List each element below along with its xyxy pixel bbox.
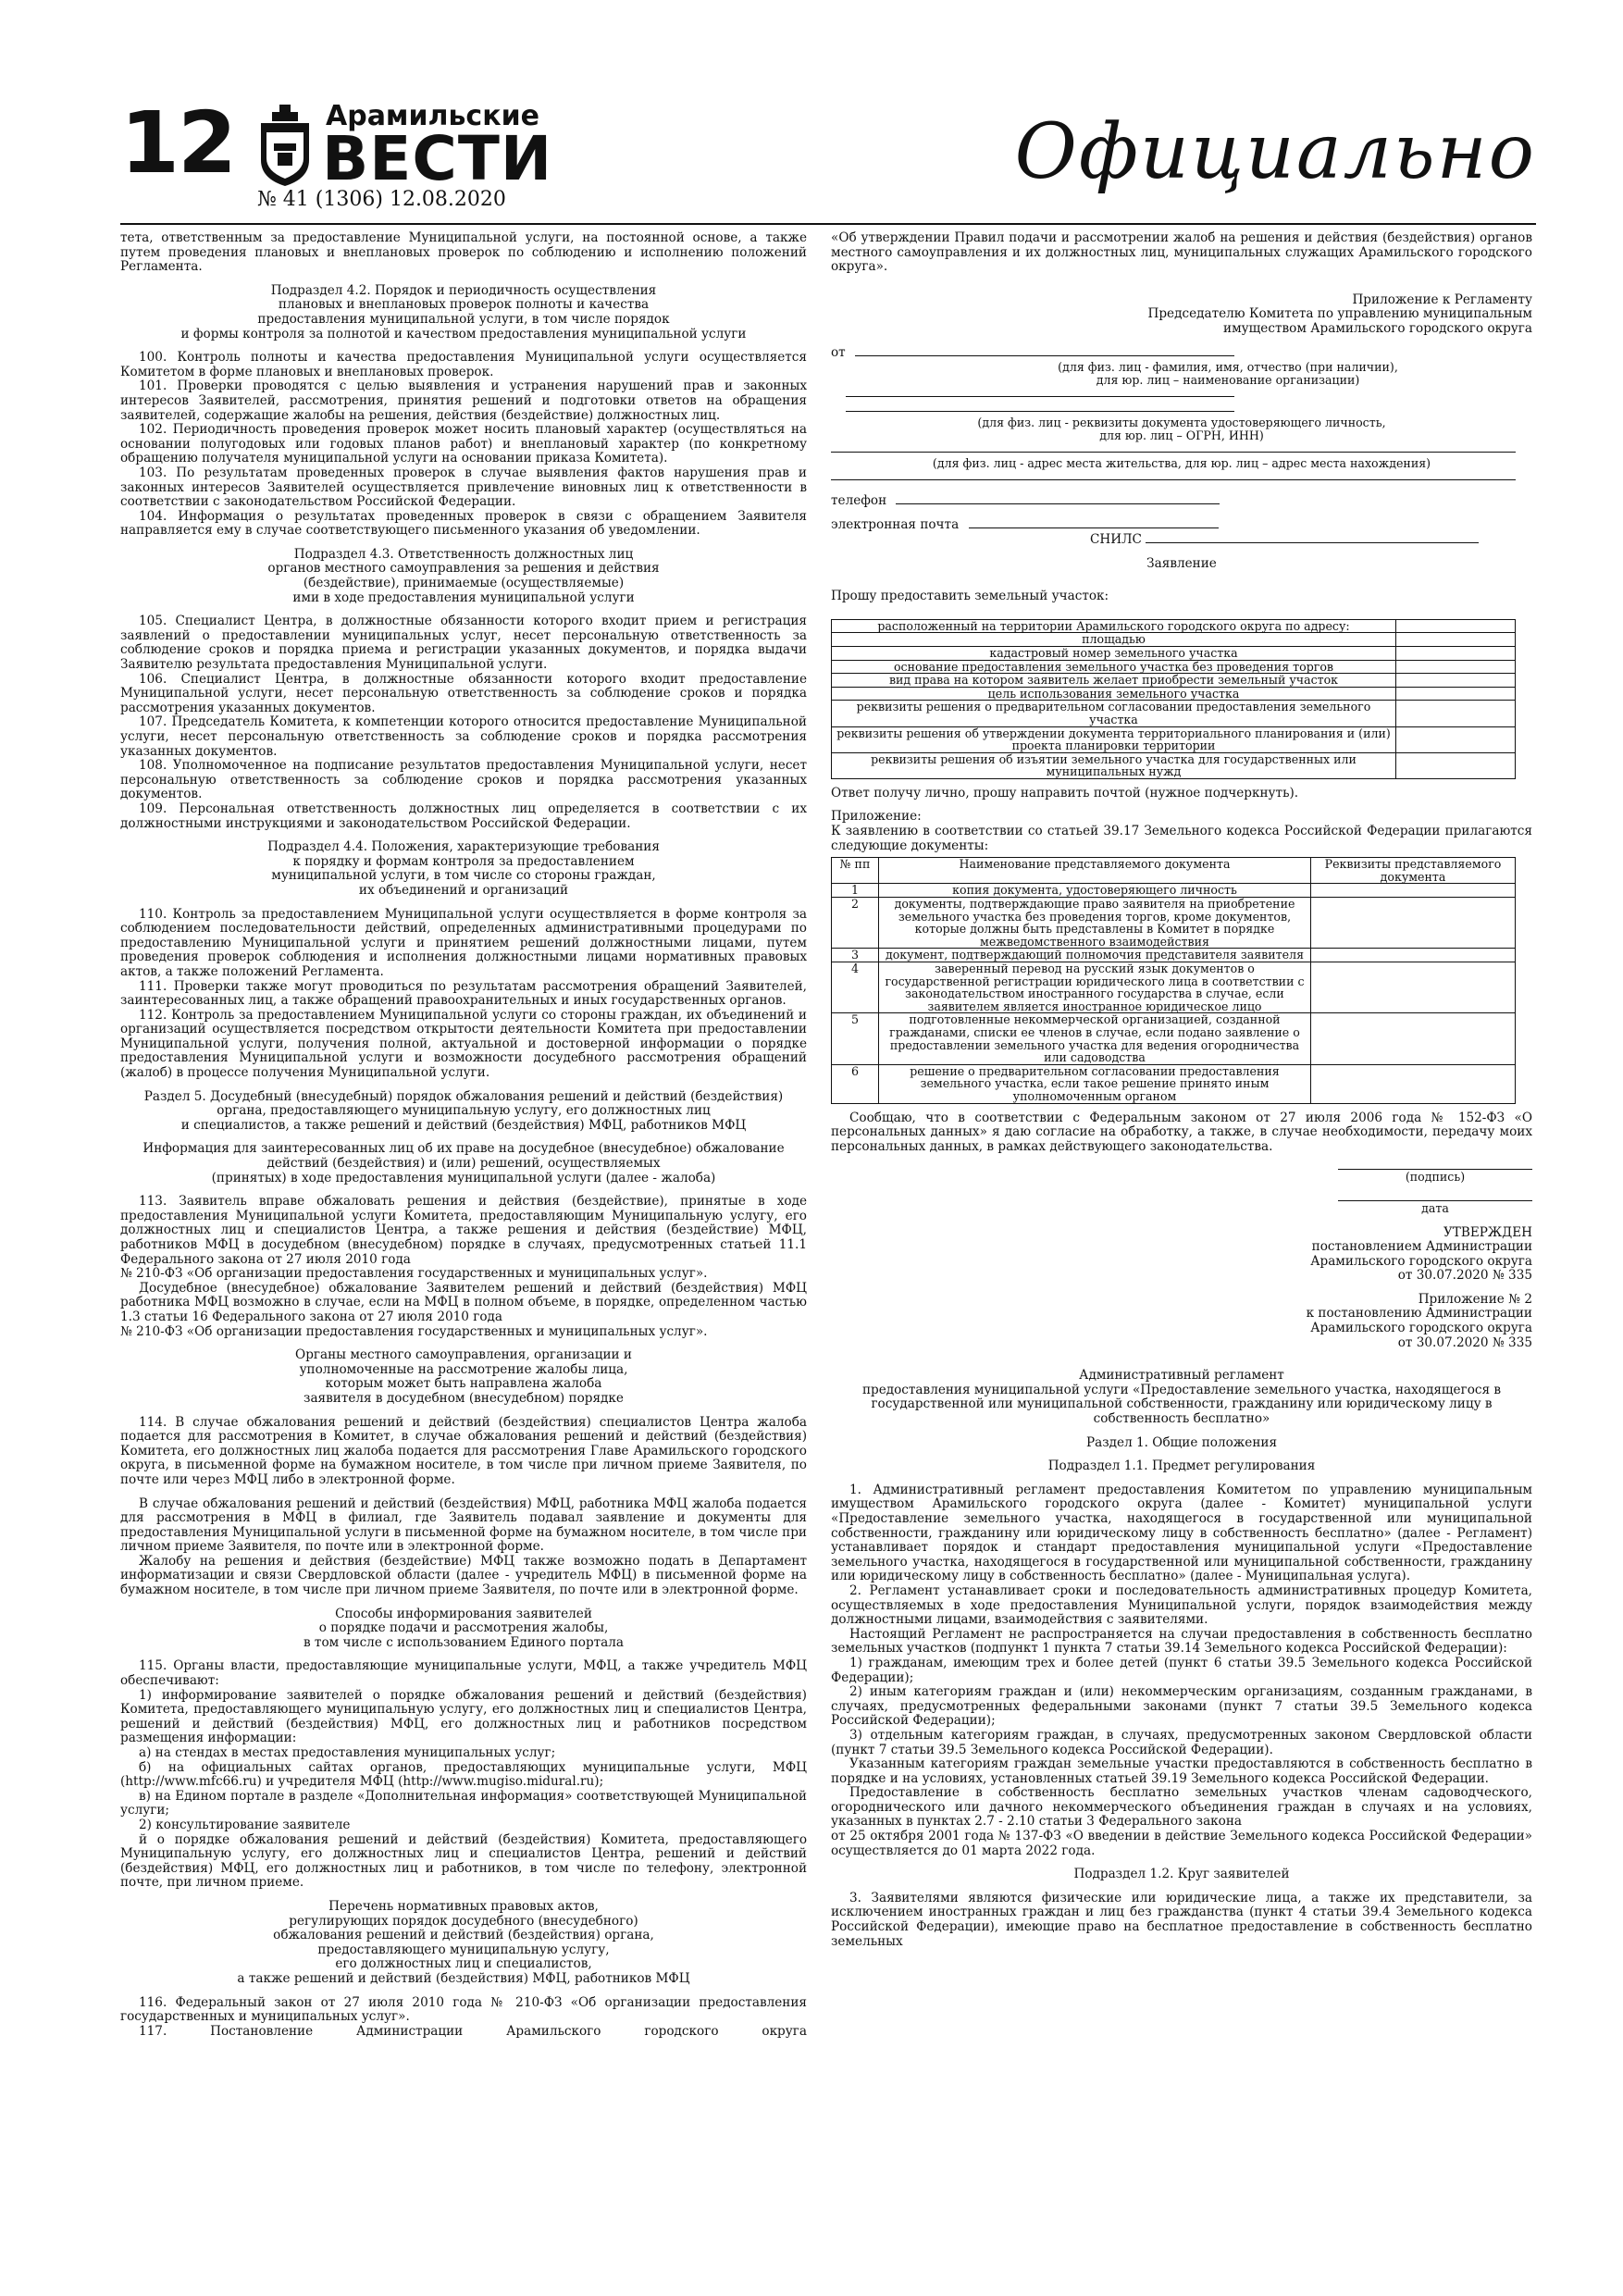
- paragraph: 101. Проверки проводятся с целью выявления и устранения нарушений прав и законных интересов Заявителей, рассмотрения, принятия решений и подготовки ответов на обращения заявителей, содержащие жалобы на решения, действия (бездействие) должностных лиц.: [120, 379, 807, 423]
- paragraph: Настоящий Регламент не распространяется на случаи предоставления в собственность бесплатно земельных участков (подпункт 1 пункта 7 статьи 39.14 Земельного кодекса Российской Федерации):: [831, 1626, 1532, 1657]
- paragraph: й о порядке обжалования решений и действий (бездействия) Комитета, предоставляющего Муниципальную услугу, его должностных лиц и специалистов Центра, решений и действий (бездействия) МФЦ, его должностных лиц и работников, в том числе по телефону, электронной почте, при личном приеме.: [120, 1831, 807, 1891]
- table-input-cell[interactable]: [1396, 619, 1516, 633]
- appendix-2-header: Приложение № 2 к постановлению Администрации Арамильского городского округа от 30.07.2020 № 335: [1306, 1291, 1532, 1350]
- paragraph: 104. Информация о результатах проведенных проверок в связи с обращением Заявителя направляется ему в случае соответствующего письменного указания об уведомлении.: [120, 508, 807, 539]
- paragraph: 100. Контроль полноты и качества предоставления Муниципальной услуги осуществляется Комитетом в форме плановых и внеплановых проверок.: [120, 350, 807, 379]
- from-label: от: [831, 344, 846, 360]
- paragraph: 113. Заявитель вправе обжаловать решения и действия (бездействие), принятые в ходе предоставления Муниципальной услуги Комитета, предоставляющим Муниципальную услугу, его должностных лиц и специалистов Центра, а также решения и действия (бездействие) МФЦ, работников МФЦ в досудебном (внесудебном) порядке в случаях, предусмотренных статьей 11.1 Федерального закона от 27 июля 2010 года № 210-ФЗ «Об организации предоставления государственных и муниципальных услуг».: [120, 1194, 807, 1282]
- table-input-cell[interactable]: [1311, 1013, 1516, 1064]
- phone-label: телефон: [831, 492, 887, 508]
- table-row: [832, 633, 1516, 647]
- table-row: [832, 687, 1516, 701]
- document-name: подготовленные некоммерческой организацией, созданной гражданами, списки ее членов в случае, если подано заявление о предоставлении земельного участка для ведения огородничества или садоводства: [879, 1013, 1311, 1064]
- row-number: 5: [832, 1013, 879, 1064]
- row-number: 1: [832, 884, 879, 898]
- left-column: [120, 231, 807, 2039]
- attachment-text: К заявлению в соответствии со статьей 39.17 Земельного кодекса Российской Федерации прилагаются следующие документы:: [831, 824, 1532, 853]
- subsection-heading: Подраздел 1.1. Предмет регулирования: [1047, 1458, 1316, 1474]
- subsection-heading: Органы местного самоуправления, организации и уполномоченные на рассмотрение жалобы лица, которым может быть направлена жалоба заявителя в досудебном (внесудебном) порядке: [295, 1347, 632, 1406]
- table-cell: площадью: [832, 633, 1396, 647]
- paragraph: 3) отдельным категориям граждан, в случаях, предусмотренных законом Свердловской области (пункт 7 статьи 39.5 Земельного кодекса Российской Федерации).: [831, 1727, 1532, 1757]
- paragraph: 1. Административный регламент предоставления Комитетом по управлению муниципальным имуществом Арамильского городского округа (далее - Комитет) муниципальной услуги «Предоставление земельного участка, находящегося в государственной или муниципальной собственности, гражданину или юридическому лицу в собственность бесплатно» (далее - Регламент) устанавливает порядок и стандарт предоставления муниципальной услуги «Предоставление земельного участка, находящегося в государственной или муниципальной собственности, гражданину или юридическому лицу в собственность бесплатно» (далее - Муниципальная услуга).: [831, 1482, 1532, 1584]
- applicant-line[interactable]: [846, 411, 1234, 412]
- document-name: решение о предварительном согласовании предоставления земельного участка, если такое решение принято иным уполномоченным органом: [879, 1064, 1311, 1103]
- field-caption: (для физ. лиц - реквизиты документа удостоверяющего личность, для юр. лиц – ОГРН, ИНН): [977, 415, 1386, 442]
- paragraph: 107. Председатель Комитета, к компетенции которого относится предоставление Муниципальной услуги, несет персональную ответственность за соблюдение сроков и порядка рассмотрения указанных документов.: [120, 714, 807, 759]
- table-input-cell[interactable]: [1311, 949, 1516, 962]
- table-input-cell[interactable]: [1396, 633, 1516, 647]
- subsection-heading: Перечень нормативных правовых актов, регулирующих порядок досудебного (внесудебного) обжалования решений и действий (бездействия) органа, предоставляющего муниципальную услугу, его должностных лиц и специалистов, а также решений и действий (бездействия) МФЦ, работников МФЦ: [237, 1898, 690, 1986]
- land-plot-table: [831, 619, 1516, 779]
- paragraph: 2) иным категориям граждан и (или) некоммерческим организациям, созданным гражданами, в случаях, предусмотренных федеральными законами (пункт 7 статьи 39.5 Земельного кодекса Российской Федерации);: [831, 1684, 1532, 1729]
- page-number: 12: [120, 93, 236, 192]
- table-input-cell[interactable]: [1311, 962, 1516, 1013]
- field-caption: (для физ. лиц - адрес места жительства, для юр. лиц – адрес места нахождения): [932, 455, 1431, 470]
- paragraph: 102. Периодичность проведения проверок может носить плановый характер (осуществляться на основании полугодовых или годовых планов работ) и внеплановый характер (по конкретному обращению получателя муниципальной услуги на основании приказа Комитета).: [120, 422, 807, 466]
- table-row: [832, 726, 1516, 752]
- table-input-cell[interactable]: [1311, 884, 1516, 898]
- brand-small: Арамильские: [326, 100, 539, 132]
- paragraph: В случае обжалования решений и действий (бездействия) МФЦ, работника МФЦ жалоба подается для рассмотрения в МФЦ в филиал, где Заявитель подавал заявление и документы для предоставления Муниципальной услуги в письменной форме на бумажном носителе, в том числе при личном приеме Заявителя, по почте или в электронной форме.: [120, 1496, 807, 1555]
- table-cell: реквизиты решения об утверждении документа территориального планирования и (или) проекта планировки территории: [832, 726, 1396, 752]
- table-input-cell[interactable]: [1396, 687, 1516, 701]
- paragraph: б) на официальных сайтах органов, предоставляющих муниципальные услуги, МФЦ (http://www.mfc66.ru) и учредителя МФЦ (http://www.mugiso.midural.ru);: [120, 1759, 807, 1790]
- paragraph: 105. Специалист Центра, в должностные обязанности которого входит прием и регистрация заявлений о предоставлении муниципальных услуг, несет персональную ответственность за соблюдение сроков и порядка приема и регистрации указанных документов, и порядка выдачи Заявителю результата предоставления Муниципальной услуги.: [120, 614, 807, 673]
- approval-stamp: УТВЕРЖДЕН постановлением Администрации Арамильского городского округа от 30.07.2020 № 335: [1310, 1224, 1532, 1284]
- address-line[interactable]: [831, 479, 1516, 480]
- table-input-cell[interactable]: [1311, 898, 1516, 949]
- row-number: 6: [832, 1064, 879, 1103]
- table-row: [832, 752, 1516, 778]
- column-header: Реквизиты представляемого документа: [1311, 858, 1516, 884]
- table-input-cell[interactable]: [1396, 660, 1516, 674]
- coat-of-arms-logo: [257, 105, 313, 186]
- paragraph: в) на Едином портале в разделе «Дополнительная информация» соответствующей Муниципальной услуги;: [120, 1788, 807, 1818]
- paragraph: 103. По результатам проведенных проверок в случае выявления фактов нарушения прав и законных интересов Заявителей осуществляется привлечение виновных лиц к ответственности в соответствии с законодательством Российской Федерации.: [120, 465, 807, 510]
- column-header: Наименование представляемого документа: [879, 858, 1311, 884]
- paragraph: Жалобу на решения и действия (бездействие) МФЦ также возможно подать в Департамент информатизации и связи Свердловской области (далее - учредитель МФЦ) в письменной форме на бумажном носителе, в том числе при личном приеме Заявителя, по почте или в электронной форме.: [120, 1553, 807, 1598]
- date-line[interactable]: дата: [1338, 1200, 1532, 1216]
- table-row: [832, 660, 1516, 674]
- paragraph: 117. Постановление Администрации Арамильского городского округа: [139, 2023, 807, 2039]
- paragraph: Указанным категориям граждан земельные участки предоставляются в собственность бесплатно в порядке и на условиях, установленных статьей 39.19 Земельного кодекса Российской Федерации.: [831, 1756, 1532, 1786]
- paragraph: 3. Заявителями являются физические или юридические лица, а также их представители, за исключением иностранных граждан и лиц без гражданства (пункт 4 статьи 39.4 Земельного кодекса Российской Федерации), имеющие право на бесплатное предоставление в собственность бесплатно земельных: [831, 1890, 1532, 1949]
- paragraph: тета, ответственным за предоставление Муниципальной услуги, на постоянной основе, а также путем проведения плановых и внеплановых проверок по соблюдению и исполнению положений Регламента.: [120, 230, 807, 275]
- request-text: Прошу предоставить земельный участок:: [831, 589, 1109, 604]
- table-cell: вид права на котором заявитель желает приобрести земельный участок: [832, 674, 1396, 688]
- documents-table: [831, 857, 1516, 1103]
- table-row: [832, 884, 1516, 898]
- table-cell: реквизиты решения об изъятии земельного участка для государственных или муниципальных нужд: [832, 752, 1396, 778]
- table-header-row: [832, 858, 1516, 884]
- table-row: [832, 898, 1516, 949]
- paragraph: а) на стендах в местах предоставления муниципальных услуг;: [139, 1745, 556, 1760]
- paragraph: 108. Уполномоченное на подписание результатов предоставления Муниципальной услуги, несет персональную ответственность за соблюдение сроков и порядка рассмотрения указанных документов.: [120, 758, 807, 802]
- table-cell: реквизиты решения о предварительном согласовании предоставления земельного участка: [832, 701, 1396, 726]
- table-cell: кадастровый номер земельного участка: [832, 646, 1396, 660]
- table-input-cell[interactable]: [1311, 1064, 1516, 1103]
- table-input-cell[interactable]: [1396, 646, 1516, 660]
- attachment-label: Приложение:: [831, 809, 922, 825]
- document-name: заверенный перевод на русский язык документов о государственной регистрации юридического лица в соответствии с законодательством иностранного государства в случае, если заявителем является иностранное юридическое лицо: [879, 962, 1311, 1013]
- masthead-rule: [120, 223, 1536, 225]
- subsection-heading: Способы информирования заявителей о порядке подачи и рассмотрения жалобы, в том числе с использованием Единого портала: [303, 1606, 625, 1650]
- phone-field[interactable]: [896, 503, 1220, 504]
- paragraph: Досудебное (внесудебное) обжалование Заявителем решений и действий (бездействия) МФЦ работника МФЦ возможно в случае, если на МФЦ в полном объеме, в порядке, определенном частью 1.3 статьи 16 Федерального закона от 27 июля 2010 года № 210-ФЗ «Об организации предоставления государственных и муниципальных услуг».: [120, 1280, 807, 1339]
- paragraph: 1) информирование заявителей о порядке обжалования решений и действий (бездействия) Комитета, предоставляющего муниципальную услугу, его должностных лиц и специалистов Центра, решений и действий (бездействия) МФЦ, его должностных лиц и работников посредством размещения информации:: [120, 1687, 807, 1746]
- table-row: [832, 646, 1516, 660]
- table-input-cell[interactable]: [1396, 726, 1516, 752]
- document-name: копия документа, удостоверяющего личность: [879, 884, 1311, 898]
- subsection-heading: Подраздел 4.3. Ответственность должностных лиц органов местного самоуправления за решения и действия (бездействие), принимаемые (осуществляемые) ими в ходе предоставления муниципальной услуги: [267, 546, 660, 605]
- table-input-cell[interactable]: [1396, 752, 1516, 778]
- section-heading: Раздел 5. Досудебный (внесудебный) порядок обжалования решений и действий (бездействия) органа, предоставляющего муниципальную услугу, его должностных лиц и специалистов, а также решений и действий (бездействия) МФЦ, работников МФЦ: [143, 1088, 784, 1133]
- table-input-cell[interactable]: [1396, 674, 1516, 688]
- snils-field[interactable]: [1146, 542, 1479, 543]
- snils-label: СНИЛС: [1090, 531, 1142, 547]
- paragraph: 115. Органы власти, предоставляющие муниципальные услуги, МФЦ, а также учредитель МФЦ обеспечивают:: [120, 1658, 807, 1689]
- paragraph: Предоставление в собственность бесплатно земельных участков членам садоводческого, огороднического или дачного некоммерческого объединения граждан в случаях и на условиях, указанных в пунктах 2.7 - 2.10 статьи 3 Федерального закона от 25 октября 2001 года № 137-ФЗ «О введении в действие Земельного кодекса Российской Федерации» осуществляется до 01 марта 2022 года.: [831, 1785, 1532, 1858]
- document-name: документ, подтверждающий полномочия представителя заявителя: [879, 949, 1311, 962]
- row-number: 2: [832, 898, 879, 949]
- subsection-heading: Информация для заинтересованных лиц об их праве на досудебное (внесудебное) обжалование действий (бездействия) и (или) решений, осуществляемых (принятых) в ходе предоставления муниципальной услуги (далее - жалоба): [142, 1141, 785, 1185]
- paragraph: «Об утверждении Правил подачи и рассмотрении жалоб на решения и действия (бездействия) органов местного самоуправления и их должностных лиц, муниципальных служащих Арамильского городского округа».: [831, 230, 1532, 275]
- paragraph: 110. Контроль за предоставлением Муниципальной услуги осуществляется в форме контроля за соблюдением последовательности действий, определенных административными процедурами по предоставлению Муниципальной услуги и принятием решений должностными лицами, путем проведения проверок соблюдения и исполнения должностными лицами нормативных правовых актов, а также положений Регламента.: [120, 906, 807, 979]
- right-column: [831, 231, 1532, 1949]
- table-row: [832, 949, 1516, 962]
- applicant-name-field[interactable]: [855, 355, 1234, 356]
- consent-text: Сообщаю, что в соответствии с Федеральным законом от 27 июля 2006 года № 152-ФЗ «О персональных данных» я даю согласие на обработку, а также, в случае необходимости, передачу моих персональных данных, в рамках действующего законодательства.: [831, 1110, 1532, 1154]
- section-heading: Раздел 1. Общие положения: [1085, 1434, 1278, 1450]
- subsection-heading: Подраздел 1.2. Круг заявителей: [1073, 1867, 1290, 1882]
- applicant-block: [831, 346, 1532, 548]
- regulation-subtitle: предоставления муниципальной услуги «Предоставление земельного участка, находящегося в государственной или муниципальной собственности, гражданину или юридическому лицу в собственность бесплатно»: [861, 1382, 1502, 1427]
- table-cell: расположенный на территории Арамильского городского округа по адресу:: [832, 619, 1396, 633]
- paragraph: 2) консультирование заявителе: [139, 1817, 351, 1832]
- applicant-line[interactable]: [846, 396, 1234, 397]
- table-row: [832, 962, 1516, 1013]
- regulation-title: Административный регламент: [1079, 1368, 1284, 1384]
- column-header: № пп: [832, 858, 879, 884]
- subsection-heading: Подраздел 4.2. Порядок и периодичность осуществления плановых и внеплановых проверок полноты и качества предоставления муниципальной услуги, в том числе порядок и формы контроля за полнотой и качеством предоставления муниципальной услуги: [180, 282, 747, 341]
- row-number: 3: [832, 949, 879, 962]
- paragraph: 1) гражданам, имеющим трех и более детей (пункт 6 статьи 39.5 Земельного кодекса Российской Федерации);: [831, 1655, 1532, 1685]
- table-input-cell[interactable]: [1396, 701, 1516, 726]
- paragraph: 2. Регламент устанавливает сроки и последовательность административных процедур Комитета, осуществляемых в ходе предоставления Муниципальной услуги, порядок взаимодействия между должностными лицами, взаимодействия с заявителями.: [831, 1582, 1532, 1628]
- table-row: [832, 619, 1516, 633]
- appendix-header: Приложение к Регламенту Председателю Комитета по управлению муниципальным имуществом Арамильского городского округа: [1147, 292, 1532, 336]
- table-row: [832, 674, 1516, 688]
- table-row: [832, 1064, 1516, 1103]
- statement-title: Заявление: [1146, 555, 1217, 571]
- paragraph: 111. Проверки также могут проводиться по результатам рассмотрения обращений Заявителей, заинтересованных лиц, а также обращений правоохранительных и иных государственных органов.: [120, 978, 807, 1009]
- field-caption: (для физ. лиц - фамилия, имя, отчество (при наличии), для юр. лиц – наименование организации): [1058, 359, 1398, 387]
- paragraph: 114. В случае обжалования решений и действий (бездействия) специалистов Центра жалоба подается для рассмотрения в Комитет, в случае обжалования решений и действий (бездействия) Комитета, его должностных лиц жалоба подается для рассмотрения Главе Арамильского городского округа, в письменной форме на бумажном носителе, в том числе при личном приеме Заявителя, по почте или через МФЦ либо в электронной форме.: [120, 1414, 807, 1487]
- email-label: электронная почта: [831, 516, 960, 532]
- issue-info: № 41 (1306) 12.08.2020: [257, 188, 506, 211]
- paragraph: 116. Федеральный закон от 27 июля 2010 года № 210-ФЗ «Об организации предоставления государственных и муниципальных услуг».: [120, 1994, 807, 2025]
- delivery-choice: Ответ получу лично, прошу направить почтой (нужное подчеркнуть).: [831, 785, 1299, 800]
- row-number: 4: [832, 962, 879, 1013]
- subsection-heading: Подраздел 4.4. Положения, характеризующие требования к порядку и формам контроля за предоставлением муниципальной услуги, в том числе со стороны граждан, их объединений и организаций: [267, 839, 660, 898]
- paragraph: 106. Специалист Центра, в должностные обязанности которого входит предоставление Муниципальной услуги, несет персональную ответственность за соблюдение сроков и порядка рассмотрения указанных документов.: [120, 671, 807, 715]
- signature-line[interactable]: (подпись): [1338, 1169, 1532, 1185]
- section-title: Официально: [1014, 108, 1536, 196]
- email-field[interactable]: [969, 527, 1219, 528]
- table-cell: основание предоставления земельного участка без проведения торгов: [832, 660, 1396, 674]
- document-name: документы, подтверждающие право заявителя на приобретение земельного участка без проведения торгов, кроме документов, которые должны быть представлены в Комитет в порядке межведомственного взаимодействия: [879, 898, 1311, 949]
- paragraph: 109. Персональная ответственность должностных лиц определяется в соответствии с их должностными инструкциями и законодательством Российской Федерации.: [120, 800, 807, 831]
- table-cell: цель использования земельного участка: [832, 687, 1396, 701]
- brand-title: ВЕСТИ: [322, 123, 553, 194]
- address-line[interactable]: [831, 452, 1516, 453]
- table-row: [832, 701, 1516, 726]
- masthead: [120, 88, 1536, 227]
- paragraph: 112. Контроль за предоставлением Муниципальной услуги со стороны граждан, их объединений и организаций осуществляется посредством открытости деятельности Комитета при предоставлении Муниципальной услуги, получения полной, актуальной и достоверной информации о порядке предоставления Муниципальной услуги и возможности досудебного рассмотрения обращений (жалоб) в процессе получения Муниципальной услуги.: [120, 1007, 807, 1081]
- table-row: [832, 1013, 1516, 1064]
